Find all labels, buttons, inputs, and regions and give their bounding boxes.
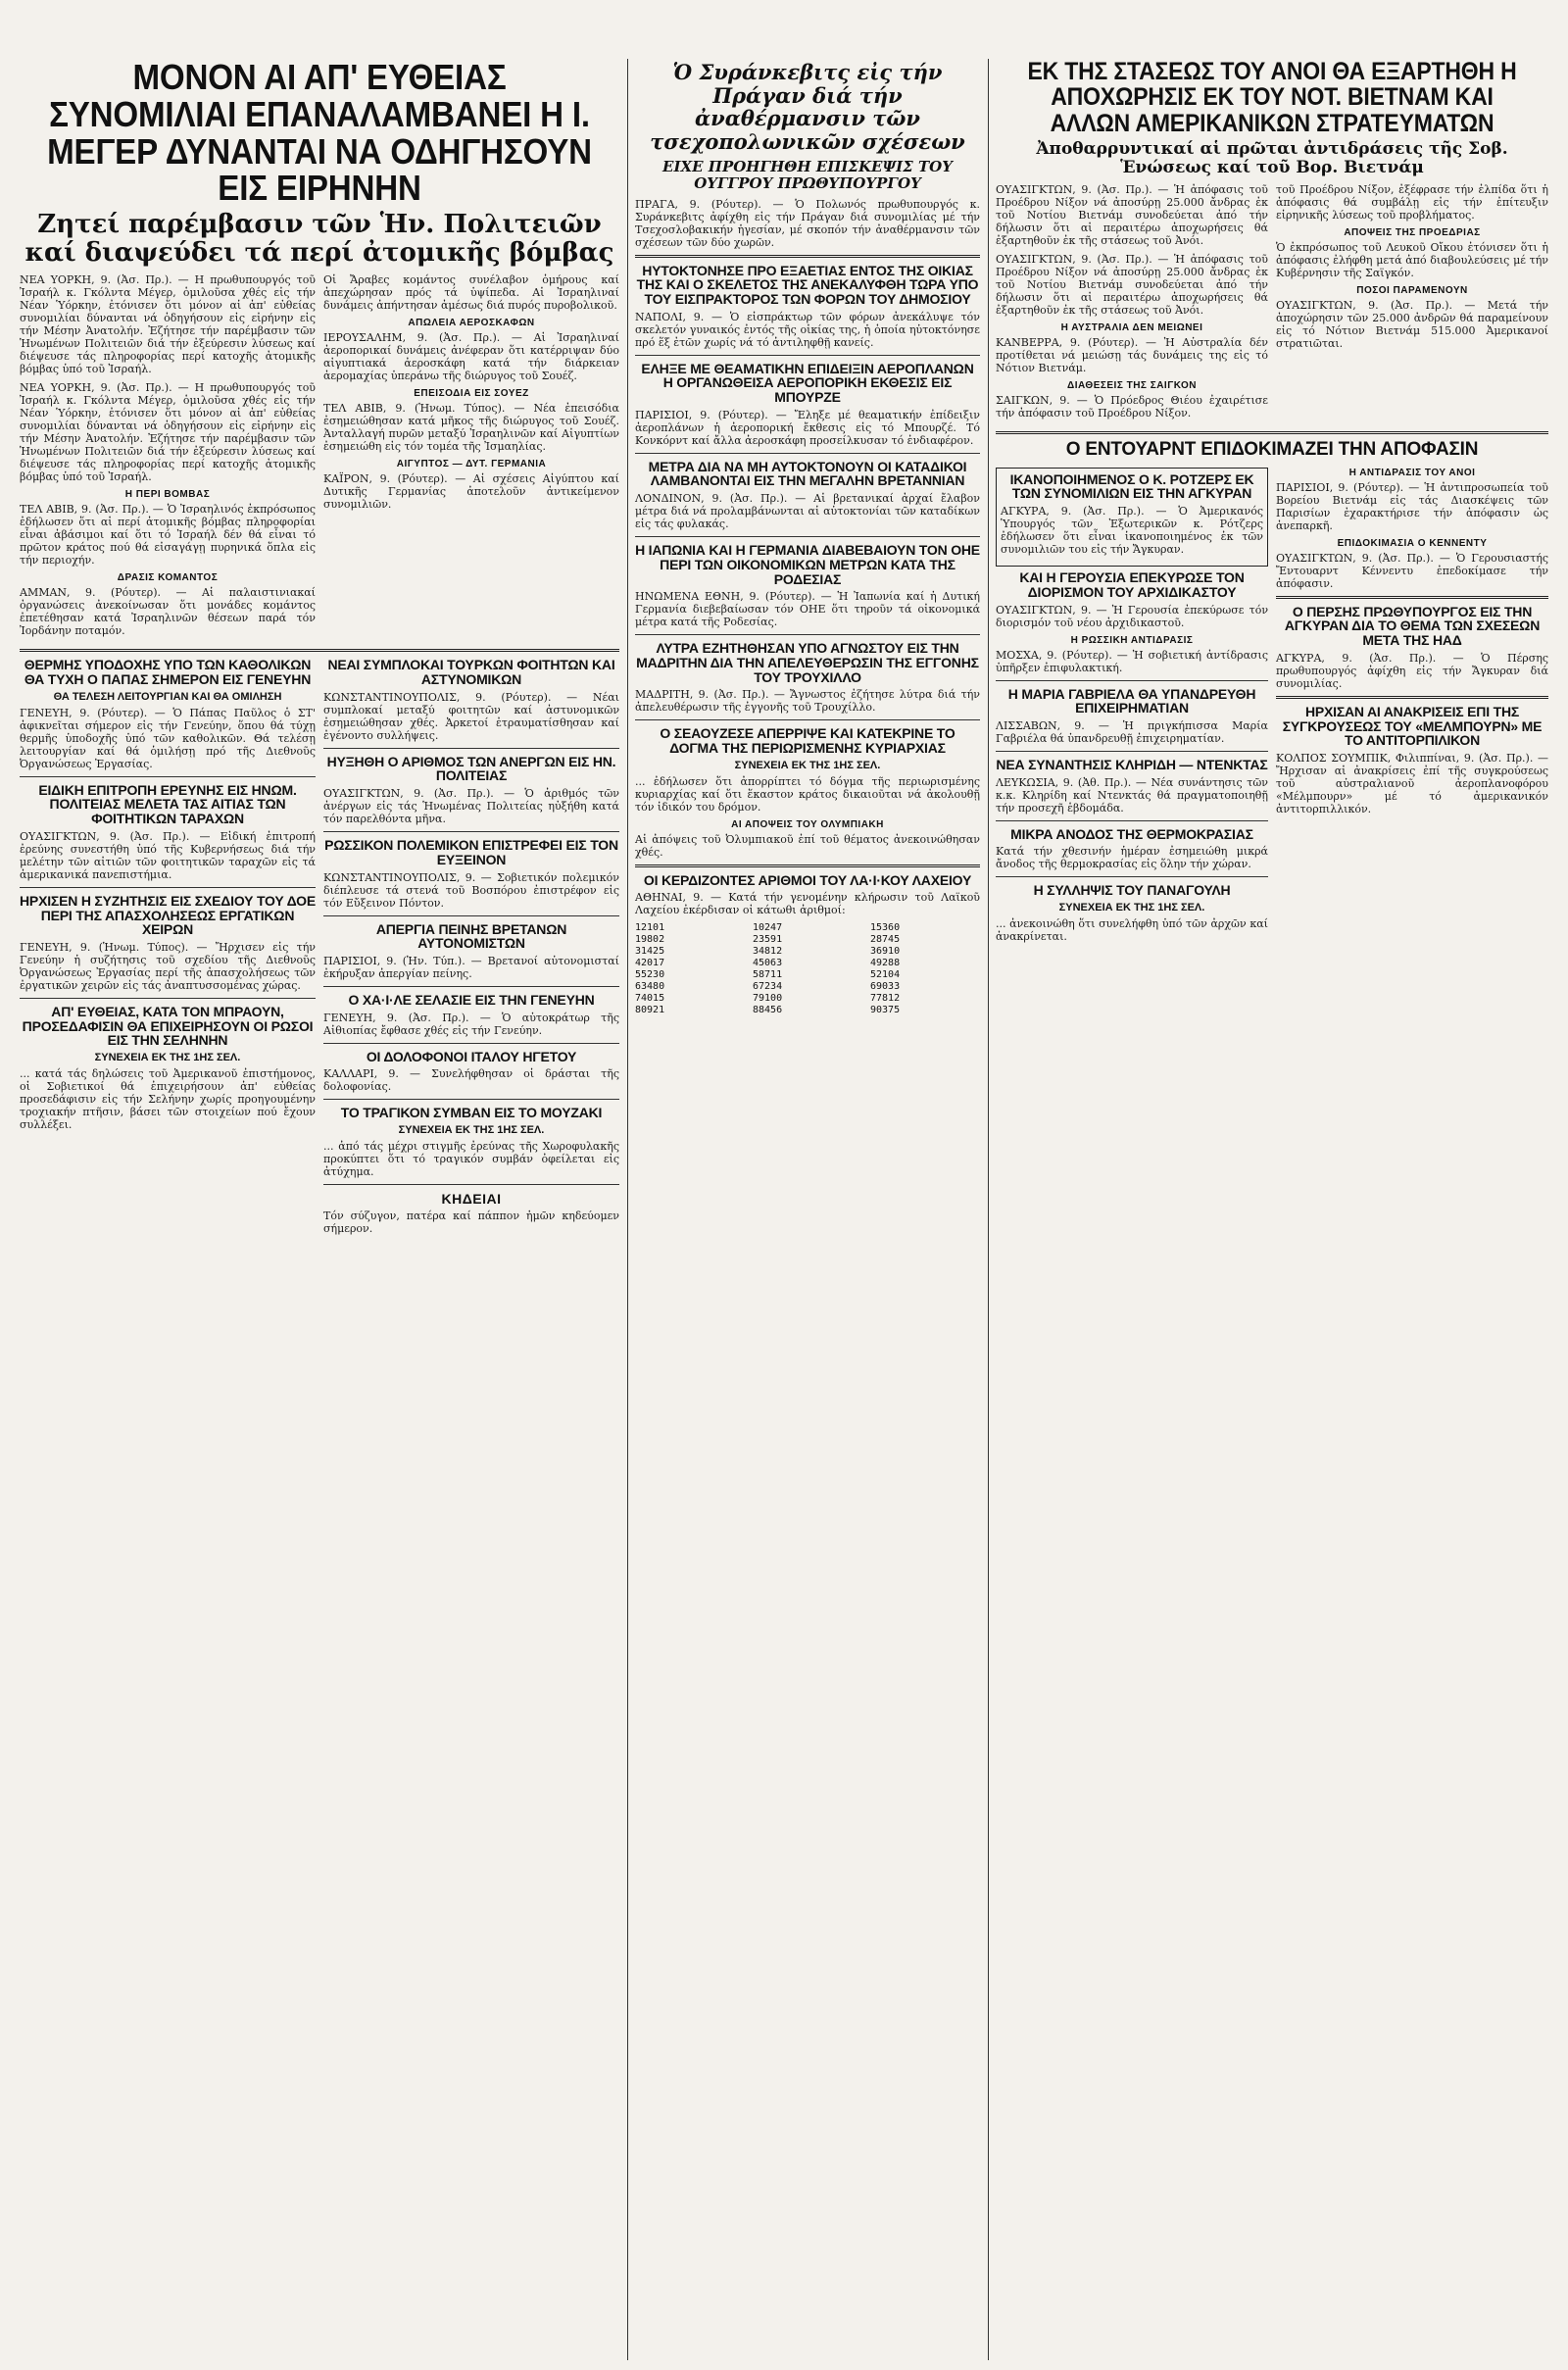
- turkish-headline: ΝΕΑΙ ΣΥΜΠΛΟΚΑΙ ΤΟΥΡΚΩΝ ΦΟΙΤΗΤΩΝ ΚΑΙ ΑΣΤΥΝΟΜΙΚΩΝ: [327, 657, 615, 688]
- japan-headline: Η ΙΑΠΩΝΙΑ ΚΑΙ Η ΓΕΡΜΑΝΙΑ ΔΙΑΒΕΒΑΙΟΥΝ ΤΟΝ ΟΗΕ ΠΕΡΙ ΤΩΝ ΟΙΚΟΝΟΜΙΚΩΝ ΜΕΤΡΩΝ ΚΑΤΑ ΤΗΣ ΡΟΔΕΣΙΑΣ: [635, 542, 980, 587]
- divider: [323, 1184, 619, 1185]
- lottery-number: 10247: [753, 922, 783, 934]
- main-article-body-cont: ΝΕΑ ΥΟΡΚΗ, 9. (Ἀσ. Πρ.). — Η πρωθυπουργός τοῦ Ἰσραήλ κ. Γκόλντα Μέγερ, ὁμιλοῦσα χθές εἰς τήν Νέαν Ὑόρκην, ἐτόνισεν ὅτι μόνον αἱ ἀπ' εὐθείας συνομιλίαι δύνανται νά ὁδηγήσουν εἰς εἰρήνην εἰς τήν Μέσην Ἀνατολήν. Ἐζήτησε τήν παρέμβασιν τῶν Ἡνωμένων Πολιτειῶν διά τήν ἐξεύρεσιν λύσεως καί διέψευσε τάς πληροφορίας περί κατοχῆς ἀτομικῆς βόμβας ὑπό τοῦ Ἰσραήλ.: [20, 381, 316, 484]
- zelenin-headline: ΑΠ' ΕΥΘΕΙΑΣ, ΚΑΤΑ ΤΟΝ ΜΠΡΑΟΥΝ, ΠΡΟΣΕΔΑΦΙΣΙΝ ΘΑ ΕΠΙΧΕΙΡΗΣΟΥΝ ΟΙ ΡΩΣΟΙ ΕΙΣ ΤΗΝ ΣΕΛΗΝΗΝ: [22, 1003, 314, 1049]
- maria-headline: Η ΜΑΡΙΑ ΓΑΒΡΙΕΛΑ ΘΑ ΥΠΑΝΔΡΕΥΘΗ ΕΠΙΧΕΙΡΗΜΑΤΙΑΝ: [1007, 685, 1256, 716]
- panagoulis-headline: Η ΣΥΛΛΗΨΙΣ ΤΟΥ ΠΑΝΑΓΟΥΛΗ: [1033, 882, 1231, 899]
- ankara-headline: Ο ΠΕΡΣΗΣ ΠΡΩΘΥΠΟΥΡΓΟΣ ΕΙΣ ΤΗΝ ΑΓΚΥΡΑΝ ΔΙΑ ΤΟ ΘΕΜΑ ΤΩΝ ΣΧΕΣΕΩΝ ΜΕΤΑ ΤΗΣ ΗΑΔ: [1284, 603, 1541, 649]
- syrankevitz-sub: ΕΙΧΕ ΠΡΟΗΓΗΘΗ ΕΠΙΣΚΕΨΙΣ ΤΟΥ ΟΥΓΓΡΟΥ ΠΡΩΘΥΠΟΥΡΓΟΥ: [662, 158, 953, 192]
- lottery-headline: ΟΙ ΚΕΡΔΙΖΟΝΤΕΣ ΑΡΙΘΜΟΙ ΤΟΥ ΛΑ·Ι·ΚΟΥ ΛΑΧΕΙΟΥ: [643, 871, 972, 888]
- divider: [635, 719, 980, 720]
- divider: [635, 536, 980, 537]
- vietnam-body-cont: ΟΥΑΣΙΓΚΤΩΝ, 9. (Ἀσ. Πρ.). — Ἡ ἀπόφασις τοῦ Προέδρου Νίξον νά ἀποσύρῃ 25.000 ἄνδρας ἐκ τοῦ Νοτίου Βιετνάμ συνοδεύεται ἀπό τήν δήλωσιν ὅτι αἱ περαιτέρω ἀποχωρήσεις θά ἐξαρτηθοῦν ἐκ τῆς στάσεως τοῦ Ἀνόι.: [996, 252, 1268, 317]
- vietnam-headline: ΕΚ ΤΗΣ ΣΤΑΣΕΩΣ ΤΟΥ ΑΝΟΙ ΘΑ ΕΞΑΡΤΗΘΗ Η ΑΠΟΧΩΡΗΣΙΣ ΕΚ ΤΟΥ ΝΟΤ. ΒΙΕΤΝΑΜ ΚΑΙ ΑΛΛΩΝ ΑΜΕΡΙΚΑΝΙΚΩΝ ΣΤΡΑΤΕΥΜΑΤΩΝ: [1027, 59, 1517, 137]
- britain-body: ΛΟΝΔΙΝΟΝ, 9. (Ἀσ. Πρ.). — Αἱ βρετανικαί ἀρχαί ἔλαβον μέτρα διά νά προλαμβάνωνται αἱ αὐτοκτονίαι τῶν καταδίκων εἰς τάς φυλακάς.: [635, 492, 980, 531]
- temp-headline: ΜΙΚΡΑ ΑΝΟΔΟΣ ΤΗΣ ΘΕΡΜΟΚΡΑΣΙΑΣ: [1010, 825, 1253, 842]
- lottery-number: 19802: [635, 934, 665, 946]
- lottery-number: 52104: [870, 969, 901, 981]
- lottery-number: 74015: [635, 993, 665, 1005]
- russian-headline: ΡΩΣΣΙΚΟΝ ΠΟΛΕΜΙΚΟΝ ΕΠΙΣΤΡΕΦΕΙ ΕΙΣ ΤΟΝ ΕΥΞΕΙΝΟΝ: [324, 837, 618, 867]
- maria-body: ΛΙΣΣΑΒΩΝ, 9. — Ἡ πριγκήπισσα Μαρία Γαβριέλα θά ὑπανδρευθῇ ἐπιχειρηματίαν.: [996, 718, 1268, 745]
- edwards-headline: Ο ΕΝΤΟΥΑΡΝΤ ΕΠΙΔΟΚΙΜΑΖΕΙ ΤΗΝ ΑΠΟΦΑΣΙΝ: [1065, 438, 1479, 460]
- section-russian-reaction: Η ΡΩΣΣΙΚΗ ΑΝΤΙΔΡΑΣΙΣ: [1070, 634, 1194, 646]
- section-numbers: ΠΟΣΟΙ ΠΑΡΑΜΕΝΟΥΝ: [1356, 284, 1468, 296]
- lottery-col-b: [753, 922, 862, 1016]
- divider: [323, 831, 619, 832]
- funeral-body: Τόν σύζυγον, πατέρα καί πάππον ἡμῶν κηδεύομεν σήμερον.: [323, 1209, 619, 1235]
- labor-headline: ΗΡΧΙΣΕΝ Η ΣΥΖΗΤΗΣΙΣ ΕΙΣ ΣΧΕΔΙΟΥ ΤΟΥ ΔΟΕ ΠΕΡΙ ΤΗΣ ΑΠΑΣΧΟΛΗΣΕΩΣ ΕΡΓΑΤΙΚΩΝ ΧΕΙΡΩΝ: [20, 892, 316, 938]
- haile-body: ΓΕΝΕΥΗ, 9. (Ἀσ. Πρ.). — Ὁ αὐτοκράτωρ τῆς Αἰθιοπίας ἔφθασε χθές εἰς τήν Γενεύην.: [323, 1011, 619, 1037]
- lottery-number: 12101: [635, 922, 665, 934]
- lottery-number: 88456: [753, 1005, 783, 1016]
- labor-body: ΓΕΝΕΥΗ, 9. (Ἡνωμ. Τύπος). — Ἤρχισεν εἰς τήν Γενεύην ἡ συζήτησις τοῦ σχεδίου τῆς Διεθνοῦς Ὀργανώσεως Ἐργασίας περί τῆς ἀπασχολήσεως τῶν ἐργατικῶν χειρῶν εἰς τάς ἀναπτυσσομένας χώρας.: [20, 940, 316, 992]
- section-commandos: ΔΡΑΣΙΣ ΚΟΜΑΝΤΟΣ: [117, 572, 219, 584]
- lower-grid: [20, 658, 619, 1241]
- syrankevitz-body: ΠΡΑΓΑ, 9. (Ρόυτερ). — Ὁ Πολωνός πρωθυπουργός κ. Συράνκεβιτς ἀφίχθη εἰς τήν Πράγαν διά συνομιλίας μέ τήν Τσεχοσλοβακικήν ἡγεσίαν, μέ σκοπόν τήν ἀναθέρμανσιν τῶν σχέσεων τῶν δύο χωρῶν.: [635, 197, 980, 249]
- olympic-body: Αἱ ἀπόψεις τοῦ Ὀλυμπιακοῦ ἐπί τοῦ θέματος ἀνεκοινώθησαν χθές.: [635, 832, 980, 859]
- panagoulis-cont: ΣΥΝΕΧΕΙΑ ΕΚ ΤΗΣ 1ΗΣ ΣΕΛ.: [1058, 901, 1205, 913]
- nixon-body: τοῦ Προέδρου Νίξον, ἐξέφρασε τήν ἐλπίδα ὅτι ἡ ἀπόφασις θά συμβάλῃ εἰς τήν ἐπίτευξιν εἰρηνικῆς λύσεως τοῦ προβλήματος.: [1276, 182, 1548, 222]
- divider: [635, 864, 980, 867]
- lottery-number: 55230: [635, 969, 665, 981]
- section-egypt: ΑΙΓΥΠΤΟΣ — ΔΥΤ. ΓΕΡΜΑΝΙΑ: [396, 459, 547, 470]
- column-1: [16, 59, 623, 2360]
- section-saigon: ΔΙΑΘΕΣΕΙΣ ΤΗΣ ΣΑΙΓΚΟΝ: [1067, 379, 1197, 391]
- funeral-label: ΚΗΔΕΙΑΙ: [441, 1190, 502, 1207]
- main-headline: ΜΟΝΟΝ ΑΙ ΑΠ' ΕΥΘΕΙΑΣ ΣΥΝΟΜΙΛΙΑΙ ΕΠΑΝΑΛΑΜΒΑΝΕΙ Η Ι. ΜΕΓΕΡ ΔΥΝΑΝΤΑΙ ΝΑ ΟΔΗΓΗΣΟΥΝ ΕΙΣ ΕΙΡΗΝΗΝ: [47, 59, 592, 209]
- tragic-headline: ΤΟ ΤΡΑΓΙΚΟΝ ΣΥΜΒΑΝ ΕΙΣ ΤΟ ΜΟΥΖΑΚΙ: [340, 1105, 603, 1121]
- arab-body: Οἱ Ἄραβες κομάντος συνέλαβον ὁμήρους καί ἀπεχώρησαν πρός τά ὑψίπεδα. Αἱ Ἰσραηλιναί δυνάμεις ἀπήντησαν ἀμέσως διά πυρός πυροβολικοῦ.: [323, 273, 619, 313]
- zeawyse-headline: Ο ΣΕΑΟΥΖΕΣΕ ΑΠΕΡΡΙΨΕ ΚΑΙ ΚΑΤΕΚΡΙΝΕ ΤΟ ΔΟΓΜΑ ΤΗΣ ΠΕΡΙΩΡΙΣΜΕΝΗΣ ΚΥΡΙΑΡΧΙΑΣ: [660, 725, 956, 756]
- aircraft-exhibit-body: ΠΑΡΙΣΙΟΙ, 9. (Ρόυτερ). — Ἔληξε μέ θεαματικήν ἐπίδειξιν ἀεροπλάνων ἡ ἀεροπορική ἔκθεσις εἰς τό Μπουρζέ. Τό Κονκόρντ καί ἄλλα ἀεροσκάφη προσείλκυσαν τό ἐνδιαφέρον.: [635, 408, 980, 447]
- column-4: [992, 59, 1552, 2360]
- section-bombs: Η ΠΕΡΙ ΒΟΜΒΑΣ: [124, 489, 211, 501]
- section-anoi: Η ΑΝΤΙΔΡΑΣΙΣ ΤΟΥ ΑΝΟΙ: [1348, 467, 1476, 478]
- lottery-number: 63480: [635, 981, 665, 993]
- strike-headline: ΑΠΕΡΓΙΑ ΠΕΙΝΗΣ ΒΡΕΤΑΝΩΝ ΑΥΤΟΝΟΜΙΣΤΩΝ: [375, 920, 567, 952]
- killers-headline: ΟΙ ΔΟΛΟΦΟΝΟΙ ΙΤΑΛΟΥ ΗΓΕΤΟΥ: [366, 1048, 577, 1064]
- commandos-body: ΑΜΜΑΝ, 9. (Ρόυτερ). — Αἱ παλαιστινιακαί ὀργανώσεις ἀνεκοίνωσαν ὅτι μονάδες κομάντος ἐπετέθησαν κατά Ἰσραηλινῶν θέσεων παρά τόν Ἰορδάνην ποταμόν.: [20, 586, 316, 638]
- divider: [20, 887, 316, 888]
- kennedy-body: ΟΥΑΣΙΓΚΤΩΝ, 9. (Ἀσ. Πρ.). — Ὁ Γερουσιαστής Ἔντουαρντ Κέννεντυ ἐπεδοκίμασε τήν ἀπόφασιν.: [1276, 551, 1548, 590]
- suez-body: ΤΕΛ ΑΒΙΒ, 9. (Ἡνωμ. Τύπος). — Νέα ἐπεισόδια ἐσημειώθησαν κατά μῆκος τῆς διώρυγος τοῦ Σουέζ. Ἀνταλλαγή πυρῶν μεταξύ Ἰσραηλινῶν καί Αἰγυπτίων ἐσημειώθη εἰς τόν τομέα τῆς Ἰσμαηλίας.: [323, 402, 619, 454]
- haile-headline: Ο ΧΑ·Ι·ΛΕ ΣΕΛΑΣΙΕ ΕΙΣ ΤΗΝ ΓΕΝΕΥΗΝ: [348, 991, 595, 1008]
- section-suez: ΕΠΕΙΣΟΔΙΑ ΕΙΣ ΣΟΥΕΖ: [414, 388, 529, 400]
- divider: [20, 998, 316, 999]
- lottery-number: 90375: [870, 1005, 901, 1016]
- zeawyse-cont: ΣΥΝΕΧΕΙΑ ΕΚ ΤΗΣ 1ΗΣ ΣΕΛ.: [734, 759, 881, 771]
- japan-body: ΗΝΩΜΕΝΑ ΕΘΝΗ, 9. (Ρόυτερ). — Ἡ Ἰαπωνία καί ἡ Δυτική Γερμανία διεβεβαίωσαν τόν ΟΗΕ ὅτι τηροῦν τά οἰκονομικά μέτρα κατά τῆς Ροδεσίας.: [635, 590, 980, 629]
- lottery-number: 34812: [753, 946, 783, 958]
- meadowbrook-body: ΚΟΛΠΟΣ ΣΟΥΜΠΙΚ, Φιλιππίναι, 9. (Ἀσ. Πρ.). — Ἤρχισαν αἱ ἀνακρίσεις ἐπί τῆς συγκρούσεως τοῦ αὐστραλιανοῦ ἀεροπλανοφόρου «Μέλμπουρν» μέ τό ἀμερικανικόν ἀντιτορπιλλικόν.: [1276, 751, 1548, 815]
- zeawyse-body: ... ἐδήλωσεν ὅτι ἀπορρίπτει τό δόγμα τῆς περιωρισμένης κυριαρχίας καί ὅτι ἕκαστον κράτος δικαιοῦται νά ἀκολουθῇ τόν ἰδικόν του δρόμον.: [635, 774, 980, 814]
- section-australia: Η ΑΥΣΤΡΑΛΙΑ ΔΕΝ ΜΕΙΩΝΕΙ: [1060, 321, 1203, 333]
- anoi-body: ΠΑΡΙΣΙΟΙ, 9. (Ρόυτερ). — Ἡ ἀντιπροσωπεία τοῦ Βορείου Βιετνάμ εἰς τάς Διασκέψεις τῶν Παρισίων ἐχαρακτήρισε τήν ἀπόφασιν ὡς ἀνεπαρκῆ.: [1276, 480, 1548, 532]
- russian-body: ΚΩΝΣΤΑΝΤΙΝΟΥΠΟΛΙΣ, 9. — Σοβιετικόν πολεμικόν διέπλευσε τά στενά τοῦ Βοσπόρου ἐπιστρέφον εἰς τόν Εὔξεινον Πόντον.: [323, 870, 619, 910]
- lottery-number: 79100: [753, 993, 783, 1005]
- divider: [1276, 596, 1548, 599]
- rogers-headline: ΙΚΑΝΟΠΟΙΗΜΕΝΟΣ Ο Κ. ΡΟΤΖΕΡΣ ΕΚ ΤΩΝ ΣΥΝΟΜΙΛΙΩΝ ΕΙΣ ΤΗΝ ΑΓΚΥΡΑΝ: [1009, 470, 1254, 502]
- ankara-body: ΑΓΚΥΡΑ, 9. (Ἀσ. Πρ.). — Ὁ Πέρσης πρωθυπουργός ἀφίχθη εἰς τήν Ἄγκυραν διά συνομιλίας.: [1276, 651, 1548, 690]
- madrid-body: ΜΑΔΡΙΤΗ, 9. (Ἀσ. Πρ.). — Ἄγνωστος ἐζήτησε λύτρα διά τήν ἀπελευθέρωσιν τῆς ἐγγονῆς τοῦ Τρουχίλλο.: [635, 688, 980, 715]
- kayridi-body: ΛΕΥΚΩΣΙΑ, 9. (Ἀθ. Πρ.). — Νέα συνάντησις τῶν κ.κ. Κληρίδη καί Ντενκτάς θά πραγματοποιηθῇ τήν προσεχῆ ἑβδομάδα.: [996, 775, 1268, 815]
- divider: [996, 680, 1268, 681]
- tragic-body: ... ἀπό τάς μέχρι στιγμῆς ἐρεύνας τῆς Χωροφυλακῆς προκύπτει ὅτι τό τραγικόν συμβάν ὀφείλεται εἰς ἀτύχημα.: [323, 1139, 619, 1178]
- numbers-body: ΟΥΑΣΙΓΚΤΩΝ, 9. (Ἀσ. Πρ.). — Μετά τήν ἀποχώρησιν τῶν 25.000 ἀνδρῶν θά παραμείνουν εἰς τό Νότιον Βιετνάμ 515.000 Ἀμερικανοί στρατιῶται.: [1276, 298, 1548, 350]
- column-rule: [988, 59, 989, 2360]
- kayridi-headline: ΝΕΑ ΣΥΝΑΝΤΗΣΙΣ ΚΛΗΡΙΔΗ — ΝΤΕΝΚΤΑΣ: [996, 756, 1268, 772]
- main-article-body: ΝΕΑ ΥΟΡΚΗ, 9. (Ἀσ. Πρ.). — Η πρωθυπουργός τοῦ Ἰσραήλ κ. Γκόλντα Μέγερ, ὁμιλοῦσα χθές εἰς τήν Νέαν Ὑόρκην, ἐτόνισεν ὅτι μόνον αἱ ἀπ' εὐθείας συνομιλίαι δύνανται νά ὁδηγήσουν εἰς εἰρήνην εἰς τήν Μέσην Ἀνατολήν. Ἐζήτησε τήν παρέμβασιν τῶν Ἡνωμένων Πολιτειῶν διά τήν ἐξεύρεσιν λύσεως καί διέψευσε τάς πληροφορίας περί κατοχῆς ἀτομικῆς βόμβας ὑπό τοῦ Ἰσραήλ.: [20, 273, 316, 376]
- unemployed-body: ΟΥΑΣΙΓΚΤΩΝ, 9. (Ἀσ. Πρ.). — Ὁ ἀριθμός τῶν ἀνέργων εἰς τάς Ἡνωμένας Πολιτείας ηὐξήθη κατά τόν παρελθόντα μῆνα.: [323, 787, 619, 826]
- divider: [996, 876, 1268, 877]
- divider: [635, 255, 980, 258]
- lottery-number: 45063: [753, 958, 783, 969]
- zelenin-body: ... κατά τάς δηλώσεις τοῦ Ἀμερικανοῦ ἐπιστήμονος, οἱ Σοβιετικοί θά ἐπιχειρήσουν ἀπ' εὐθείας προσεδάφισιν εἰς τήν Σελήνην χωρίς προηγουμένην τροχιακήν πτῆσιν, βάσει τῶν στοιχείων πού ἔχουν συλλέξει.: [20, 1066, 316, 1131]
- saigon-body: ΣΑΙΓΚΩΝ, 9. — Ὁ Πρόεδρος Θιέου ἐχαιρέτισε τήν ἀπόφασιν τοῦ Προέδρου Νίξον.: [996, 393, 1268, 420]
- section-aircraft: ΑΠΩΛΕΙΑ ΑΕΡΟΣΚΑΦΩΝ: [408, 318, 535, 329]
- divider: [323, 748, 619, 749]
- divider: [996, 751, 1268, 752]
- vietnam-body: ΟΥΑΣΙΓΚΤΩΝ, 9. (Ἀσ. Πρ.). — Ἡ ἀπόφασις τοῦ Προέδρου Νίξον νά ἀποσύρῃ 25.000 ἄνδρας ἐκ τοῦ Νοτίου Βιετνάμ συνοδεύεται ἀπό τήν δήλωσιν ὅτι αἱ περαιτέρω ἀποχωρήσεις θά ἐξαρτηθοῦν ἐκ τῆς στάσεως τοῦ Ἀνόι.: [996, 182, 1268, 247]
- divider: [635, 634, 980, 635]
- meadowbrook-headline: ΗΡΧΙΣΑΝ ΑΙ ΑΝΑΚΡΙΣΕΙΣ ΕΠΙ ΤΗΣ ΣΥΓΚΡΟΥΣΕΩΣ ΤΟΥ «ΜΕΛΜΠΟΥΡΝ» ΜΕ ΤΟ ΑΝΤΙΤΟΡΠΙΛΙΚΟΝ: [1282, 703, 1543, 749]
- zelenin-cont: ΣΥΝΕΧΕΙΑ ΕΚ ΤΗΣ 1ΗΣ ΣΕΛ.: [94, 1051, 241, 1063]
- senate-body: ΟΥΑΣΙΓΚΤΩΝ, 9. — Ἡ Γερουσία ἐπεκύρωσε τόν διορισμόν τοῦ νέου ἀρχιδικαστοῦ.: [996, 603, 1268, 629]
- divider: [323, 1099, 619, 1100]
- lottery-number: 31425: [635, 946, 665, 958]
- lottery-number: 49288: [870, 958, 901, 969]
- main-article-grid: [20, 273, 619, 643]
- olympic-label: ΑΙ ΑΠΟΨΕΙΣ ΤΟΥ ΟΛΥΜΠΙΑΚΗ: [731, 818, 884, 830]
- tragic-cont: ΣΥΝΕΧΕΙΑ ΕΚ ΤΗΣ 1ΗΣ ΣΕΛ.: [398, 1123, 545, 1136]
- vietnam-sub: Ἀποθαρρυντικαί αἱ πρῶται ἀντιδράσεις τῆς Σοβ. Ἑνώσεως καί τοῦ Βορ. Βιετνάμ: [1036, 138, 1508, 177]
- killers-body: ΚΑΛΛΑΡΙ, 9. — Συνελήφθησαν οἱ δράσται τῆς δολοφονίας.: [323, 1067, 619, 1094]
- lottery-intro: ΑΘΗΝΑΙ, 9. — Κατά τήν γενομένην κλήρωσιν τοῦ Λαϊκοῦ Λαχείου ἐκέρδισαν οἱ κάτωθι ἀριθμοί:: [635, 891, 980, 917]
- lottery-number: 58711: [753, 969, 783, 981]
- column-3: [631, 59, 984, 2360]
- senate-headline: ΚΑΙ Η ΓΕΡΟΥΣΙΑ ΕΠΕΚΥΡΩΣΕ ΤΟΝ ΔΙΟΡΙΣΜΟΝ ΤΟΥ ΑΡΧΙΔΙΚΑΣΤΟΥ: [1019, 569, 1245, 600]
- divider: [635, 453, 980, 454]
- lottery-number: 15360: [870, 922, 901, 934]
- strike-body: ΠΑΡΙΣΙΟΙ, 9. (Ἡν. Τύπ.). — Βρετανοί αὐτονομισταί ἐκήρυξαν ἀπεργίαν πείνης.: [323, 954, 619, 980]
- lottery-number: 77812: [870, 993, 901, 1005]
- divider: [996, 820, 1268, 821]
- divider: [323, 1043, 619, 1044]
- committee-body: ΟΥΑΣΙΓΚΤΩΝ, 9. (Ἀσ. Πρ.). — Εἰδική ἐπιτροπή ἐρεύνης συνεστήθη ὑπό τῆς Κυβερνήσεως διά τήν μελέτην τῶν αἰτιῶν τῶν φοιτητικῶν ταραχῶν εἰς τά ἀμερικανικά πανεπιστήμια.: [20, 829, 316, 881]
- madrid-headline: ΛΥΤΡΑ ΕΖΗΤΗΘΗΣΑΝ ΥΠΟ ΑΓΝΩΣΤΟΥ ΕΙΣ ΤΗΝ ΜΑΔΡΙΤΗΝ ΔΙΑ ΤΗΝ ΑΠΕΛΕΥΘΕΡΩΣΙΝ ΤΗΣ ΕΓΓΟΝΗΣ ΤΟΥ ΤΡΟΥΧΙΛΛΟ: [636, 640, 979, 685]
- catholics-body: ΓΕΝΕΥΗ, 9. (Ρόυτερ). — Ὁ Πάπας Παῦλος ὁ ΣΤ' ἀφικνεῖται σήμερον εἰς τήν Γενεύην, ὅπου θά τύχῃ θερμῆς ὑποδοχῆς ὑπό τῶν καθολικῶν. Θά τελέσῃ λειτουργίαν καί θά ὁμιλήσῃ πρό τῆς Διεθνοῦς Ὀργανώσεως Ἐργασίας.: [20, 706, 316, 770]
- lottery-col-a: [635, 922, 745, 1016]
- syrankevitz-headline: Ὁ Συράνκεβιτς εἰς τήν Πράγαν διά τήν ἀναθέρμανσιν τῶν τσεχοπολωνικῶν σχέσεων: [650, 60, 965, 154]
- tax-body: ΝΑΠΟΛΙ, 9. — Ὁ εἰσπράκτωρ τῶν φόρων ἀνεκάλυψε τόν σκελετόν γυναικός ἐντός τῆς οἰκίας της, ἡ ὁποία ηὐτοκτόνησε πρό ἕξ ἐτῶν χωρίς νά τό ἀντιληφθῇ κανείς.: [635, 310, 980, 349]
- panagoulis-body: ... ἀνεκοινώθη ὅτι συνελήφθη ὑπό τῶν ἀρχῶν καί ἀνακρίνεται.: [996, 916, 1268, 943]
- divider: [996, 431, 1548, 434]
- aircraft-exhibit-headline: ΕΛΗΞΕ ΜΕ ΘΕΑΜΑΤΙΚΗΝ ΕΠΙΔΕΙΞΙΝ ΑΕΡΟΠΛΑΝΩΝ Η ΟΡΓΑΝΩΘΕΙΣΑ ΑΕΡΟΠΟΡΙΚΗ ΕΚΘΕΣΙΣ ΕΙΣ ΜΠΟΥΡΖΕ: [641, 360, 974, 406]
- divider: [20, 776, 316, 777]
- lottery-number: 23591: [753, 934, 783, 946]
- lottery-col-c: [870, 922, 980, 1016]
- main-subhead: Ζητεί παρέμβασιν τῶν Ἡν. Πολιτειῶν καί διαψεύδει τά περί ἀτομικῆς βόμβας: [24, 210, 614, 269]
- australia-body: ΚΑΝΒΕΡΡΑ, 9. (Ρόυτερ). — Ἡ Αὐστραλία δέν προτίθεται νά μειώσῃ τάς δυνάμεις της εἰς τό Νότιον Βιετνάμ.: [996, 335, 1268, 374]
- lottery-table: [635, 922, 980, 1016]
- section-kennedy: ΕΠΙΔΟΚΙΜΑΣΙΑ Ο ΚΕΝΝΕΝΤΥ: [1337, 537, 1488, 549]
- lower-right-grid: [996, 464, 1548, 949]
- divider: [635, 355, 980, 356]
- bombs-body: ΤΕΛ ΑΒΙΒ, 9. (Ἀσ. Πρ.). — Ὁ Ἰσραηλινός ἐκπρόσωπος ἐδήλωσεν ὅτι αἱ περί ἀτομικῆς βόμβας πληροφορίαι εἶναι ἀβάσιμοι καί ὅτι τό Ἰσραήλ δέν θά εἶναι τό πρῶτον κράτος πού θά εἰσαγάγῃ πυρηνικά ὅπλα εἰς τήν περιοχήν.: [20, 503, 316, 568]
- rogers-box: [996, 468, 1268, 567]
- vietnam-grid: [996, 183, 1548, 425]
- reactions-body: Ὁ ἐκπρόσωπος τοῦ Λευκοῦ Οἴκου ἐτόνισεν ὅτι ἡ ἀπόφασις ἐλήφθη μετά ἀπό διαβουλεύσεις μέ τήν Κυβέρνησιν τῆς Σαϊγκόν.: [1276, 240, 1548, 279]
- divider: [20, 649, 619, 652]
- aircraft-body: ΙΕΡΟΥΣΑΛΗΜ, 9. (Ἀσ. Πρ.). — Αἱ Ἰσραηλιναί ἀεροπορικαί δυνάμεις ἀνέφεραν ὅτι κατέρριψαν δύο αἰγυπτιακά ἀεροσκάφη κατά τήν διάρκειαν ἀερομαχίας ὑπεράνω τῆς διώρυγος τοῦ Σουέζ.: [323, 331, 619, 383]
- lottery-number: 67234: [753, 981, 783, 993]
- tax-headline: ΗΥΤΟΚΤΟΝΗΣΕ ΠΡΟ ΕΞΑΕΤΙΑΣ ΕΝΤΟΣ ΤΗΣ ΟΙΚΙΑΣ ΤΗΣ ΚΑΙ Ο ΣΚΕΛΕΤΟΣ ΤΗΣ ΑΝΕΚΑΛΥΦΘΗ ΤΩΡΑ ΥΠΟ ΤΟΥ ΕΙΣΠΡΑΚΤΟΡΟΣ ΤΩΝ ΦΟΡΩΝ ΤΟΥ ΔΗΜΟΣΙΟΥ: [636, 262, 979, 308]
- russian-reaction-body: ΜΟΣΧΑ, 9. (Ρόυτερ). — Ἡ σοβιετική ἀντίδρασις ὑπῆρξεν ἐπιφυλακτική.: [996, 648, 1268, 674]
- unemployed-headline: ΗΥΞΗΘΗ Ο ΑΡΙΘΜΟΣ ΤΩΝ ΑΝΕΡΓΩΝ ΕΙΣ ΗΝ. ΠΟΛΙΤΕΙΑΣ: [326, 753, 616, 784]
- temp-body: Κατά τήν χθεσινήν ἡμέραν ἐσημειώθη μικρά ἄνοδος τῆς θερμοκρασίας εἰς ὅλην τήν χώραν.: [996, 845, 1268, 871]
- catholics-headline: ΘΕΡΜΗΣ ΥΠΟΔΟΧΗΣ ΥΠΟ ΤΩΝ ΚΑΘΟΛΙΚΩΝ ΘΑ ΤΥΧΗ Ο ΠΑΠΑΣ ΣΗΜΕΡΟΝ ΕΙΣ ΓΕΝΕΥΗΝ: [24, 657, 312, 688]
- committee-headline: ΕΙΔΙΚΗ ΕΠΙΤΡΟΠΗ ΕΡΕΥΝΗΣ ΕΙΣ ΗΝΩΜ. ΠΟΛΙΤΕΙΑΣ ΜΕΛΕΤΑ ΤΑΣ ΑΙΤΙΑΣ ΤΩΝ ΦΟΙΤΗΤΙΚΩΝ ΤΑΡΑΧΩΝ: [38, 781, 297, 827]
- divider: [323, 986, 619, 987]
- catholics-sub: ΘΑ ΤΕΛΕΣΗ ΛΕΙΤΟΥΡΓΙΑΝ ΚΑΙ ΘΑ ΟΜΙΛΗΣΗ: [53, 690, 282, 703]
- turkish-body: ΚΩΝΣΤΑΝΤΙΝΟΥΠΟΛΙΣ, 9. (Ρόυτερ). — Νέαι συμπλοκαί μεταξύ φοιτητῶν καί ἀστυνομικῶν ἐσημειώθησαν χθές. Ἀρκετοί ἐτραυματίσθησαν καί ἐγένοντο συλλήψεις.: [323, 690, 619, 742]
- britain-headline: ΜΕΤΡΑ ΔΙΑ ΝΑ ΜΗ ΑΥΤΟΚΤΟΝΟΥΝ ΟΙ ΚΑΤΑΔΙΚΟΙ ΛΑΜΒΑΝΟΝΤΑΙ ΕΙΣ ΤΗΝ ΜΕΓΑΛΗΝ ΒΡΕΤΑΝΝΙΑΝ: [648, 458, 967, 489]
- lottery-number: 80921: [635, 1005, 665, 1016]
- egypt-body: ΚΑΪΡΟΝ, 9. (Ρόυτερ). — Αἱ σχέσεις Αἰγύπτου καί Δυτικῆς Γερμανίας ἀποτελοῦν ἀντικείμενον συνομιλιῶν.: [323, 472, 619, 512]
- lottery-number: 28745: [870, 934, 901, 946]
- divider: [323, 915, 619, 916]
- divider: [1276, 696, 1548, 699]
- section-reactions: ΑΠΟΨΕΙΣ ΤΗΣ ΠΡΟΕΔΡΙΑΣ: [1344, 226, 1481, 238]
- rogers-body: ΑΓΚΥΡΑ, 9. (Ἀσ. Πρ.). — Ὁ Ἀμερικανός Ὑπουργός τῶν Ἐξωτερικῶν κ. Ρότζερς ἐδήλωσεν ὅτι εἶναι ἱκανοποιημένος ἐκ τῶν συνομιλιῶν του εἰς τήν Ἄγκυραν.: [1001, 505, 1263, 557]
- lottery-number: 42017: [635, 958, 665, 969]
- lottery-number: 69033: [870, 981, 901, 993]
- column-rule: [627, 59, 628, 2360]
- lottery-number: 36910: [870, 946, 901, 958]
